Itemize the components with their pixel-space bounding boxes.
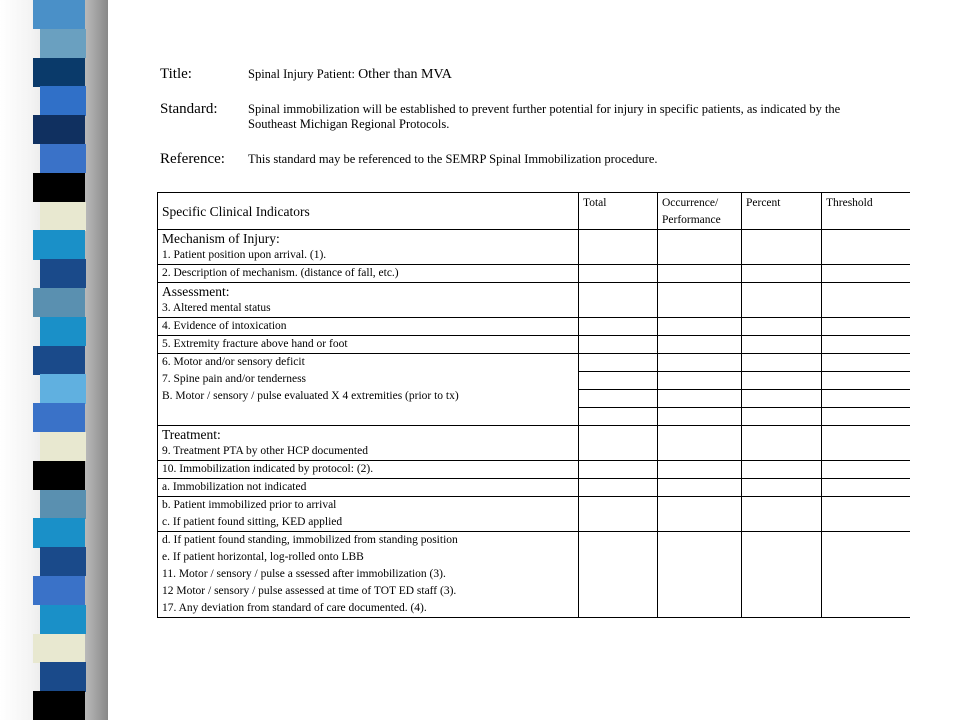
assessment-heading: Assessment: [162, 284, 230, 299]
stripe-block [33, 288, 85, 317]
col-header-percent: Percent [742, 193, 822, 230]
stripe-block [33, 634, 85, 663]
title-value [248, 67, 888, 82]
title-value-emph: Other than MVA [358, 67, 452, 82]
standard-label: Standard: [160, 101, 218, 117]
clinical-indicators-table [157, 192, 910, 618]
occurrence-cell [658, 461, 742, 479]
occurrence-cell [658, 354, 742, 426]
threshold-cell [822, 265, 911, 283]
percent-cell [742, 497, 822, 532]
percent-cell [742, 426, 822, 461]
stripe-block [40, 547, 86, 576]
stripe-block [40, 317, 86, 346]
stripe-block [33, 58, 85, 87]
indicator-4: 4. Evidence of intoxication [158, 318, 579, 336]
total-cell [579, 497, 658, 532]
total-cell [579, 318, 658, 336]
indicator-5: 5. Extremity fracture above hand or foot [158, 336, 579, 354]
indicator-12-text: 12 Motor / sensory / pulse assessed at time of TOT ED staff [162, 585, 438, 597]
col-header-threshold: Threshold [822, 193, 911, 230]
stripe-block [40, 432, 86, 461]
total-cell [579, 354, 658, 426]
percent-cell [742, 265, 822, 283]
indicator-a: a. Immobilization not indicated [158, 479, 579, 497]
stripe-block [33, 403, 85, 432]
indicator-e: e. If patient horizontal, log-rolled onto LBB [162, 551, 364, 563]
stripe-block [40, 86, 86, 115]
reference-label: Reference: [160, 151, 225, 167]
stripe-block [33, 346, 85, 375]
total-cell [579, 461, 658, 479]
total-cell [579, 426, 658, 461]
indicator-6: 6. Motor and/or sensory deficit [162, 356, 305, 368]
table-row [158, 354, 911, 426]
table-row [158, 426, 911, 461]
threshold-cell [822, 318, 911, 336]
title-label: Title: [160, 66, 192, 82]
indicator-c: c. If patient found sitting, KED applied [162, 516, 343, 528]
total-cell [579, 265, 658, 283]
table-row [158, 336, 911, 354]
indicator-11-ref: (3). [429, 568, 446, 580]
total-cell [579, 336, 658, 354]
col-header-indicators: Specific Clinical Indicators [158, 193, 579, 230]
percent-cell [742, 461, 822, 479]
table-row [158, 230, 911, 265]
indicator-1-ref: (1). [309, 249, 327, 261]
indicator-12 [162, 583, 574, 600]
mechanism-heading: Mechanism of Injury: [162, 231, 280, 246]
occurrence-cell [658, 497, 742, 532]
indicator-b: b. Patient immobilized prior to arrival [162, 499, 337, 511]
indicator-12-ref: (3). [440, 585, 457, 597]
indicator-11-text: 11. Motor / sensory / pulse a ssessed after immobilization [162, 568, 427, 580]
total-cell [579, 230, 658, 265]
percent-cell [742, 318, 822, 336]
indicator-17-ref: (4). [410, 602, 427, 614]
percent-cell [742, 336, 822, 354]
percent-cell [742, 283, 822, 318]
percent-cell [742, 479, 822, 497]
indicator-7: 7. Spine pain and/or tenderness [162, 373, 307, 385]
table-row [158, 532, 911, 618]
occurrence-cell [658, 230, 742, 265]
threshold-cell [822, 230, 911, 265]
treatment-cell [158, 426, 579, 461]
indicator-17-text: 17. Any deviation from standard of care documented. [162, 602, 408, 614]
stripe-block [40, 374, 86, 403]
occurrence-cell [658, 532, 742, 618]
percent-cell [742, 354, 822, 426]
table-row [158, 318, 911, 336]
table-header-row [158, 193, 911, 230]
indicator-17 [162, 600, 574, 617]
col-header-total: Total [579, 193, 658, 230]
stripe-block [33, 518, 85, 547]
indicators-6-8-cell [158, 354, 579, 426]
table-row [158, 497, 911, 532]
stripe-block [33, 230, 85, 259]
indicators-b-c-cell [158, 497, 579, 532]
indicator-10-text: 10. Immobilization indicated by protocol: [162, 463, 354, 475]
stripe-block [33, 461, 85, 490]
occurrence-cell [658, 283, 742, 318]
indicator-1-text: 1. Patient position upon arrival. [162, 249, 308, 261]
threshold-cell [822, 497, 911, 532]
indicator-10 [158, 461, 579, 479]
indicator-8: B. Motor / sensory / pulse evaluated X 4 extremities (prior to tx) [162, 390, 459, 402]
occurrence-cell [658, 336, 742, 354]
occurrence-cell [658, 265, 742, 283]
stripe-block [40, 144, 86, 173]
threshold-cell [822, 354, 911, 426]
indicator-11 [162, 566, 574, 583]
threshold-cell [822, 283, 911, 318]
occurrence-cell [658, 479, 742, 497]
col-header-occurrence: Occurrence/ Performance [658, 193, 742, 230]
threshold-cell [822, 461, 911, 479]
threshold-cell [822, 426, 911, 461]
decorative-stripe-bar [0, 0, 108, 720]
table-row [158, 461, 911, 479]
table-row [158, 265, 911, 283]
stripe-block [40, 662, 86, 691]
indicator-d: d. If patient found standing, immobilized from standing position [162, 534, 458, 546]
stripe-block [40, 202, 86, 231]
occurrence-cell [658, 318, 742, 336]
occurrence-cell [658, 426, 742, 461]
stripe-block [40, 29, 86, 58]
stripe-block [33, 173, 85, 202]
total-cell [579, 283, 658, 318]
table-row [158, 283, 911, 318]
total-cell [579, 479, 658, 497]
standard-text: Spinal immobilization will be established to prevent further potential for injury in specific patients, as indicated by the Southeast Michigan Regional Protocols. [248, 102, 841, 131]
treatment-heading: Treatment: [162, 427, 221, 442]
table-row [158, 479, 911, 497]
spacer [162, 405, 574, 422]
stripe-block [33, 691, 85, 720]
stripe-block [40, 490, 86, 519]
assessment-cell [158, 283, 579, 318]
stripe-block [40, 605, 86, 634]
title-value-prefix: Spinal Injury Patient: [248, 67, 359, 81]
stripe-block [33, 115, 85, 144]
percent-cell [742, 230, 822, 265]
stripe-block [33, 576, 85, 605]
threshold-cell [822, 336, 911, 354]
threshold-cell [822, 532, 911, 618]
indicator-3: 3. Altered mental status [162, 302, 271, 314]
threshold-cell [822, 479, 911, 497]
reference-text: This standard may be referenced to the SEMRP Spinal Immobilization procedure. [248, 152, 658, 166]
indicator-2: 2. Description of mechanism. (distance of fall, etc.) [158, 265, 579, 283]
stripe-block [40, 259, 86, 288]
total-cell [579, 532, 658, 618]
percent-cell [742, 532, 822, 618]
indicators-d-17-cell [158, 532, 579, 618]
indicator-1 [162, 247, 574, 264]
indicator-9: 9. Treatment PTA by other HCP documented [162, 445, 368, 457]
stripe-block [33, 0, 85, 29]
mechanism-cell [158, 230, 579, 265]
indicator-10-ref: (2). [356, 463, 374, 475]
